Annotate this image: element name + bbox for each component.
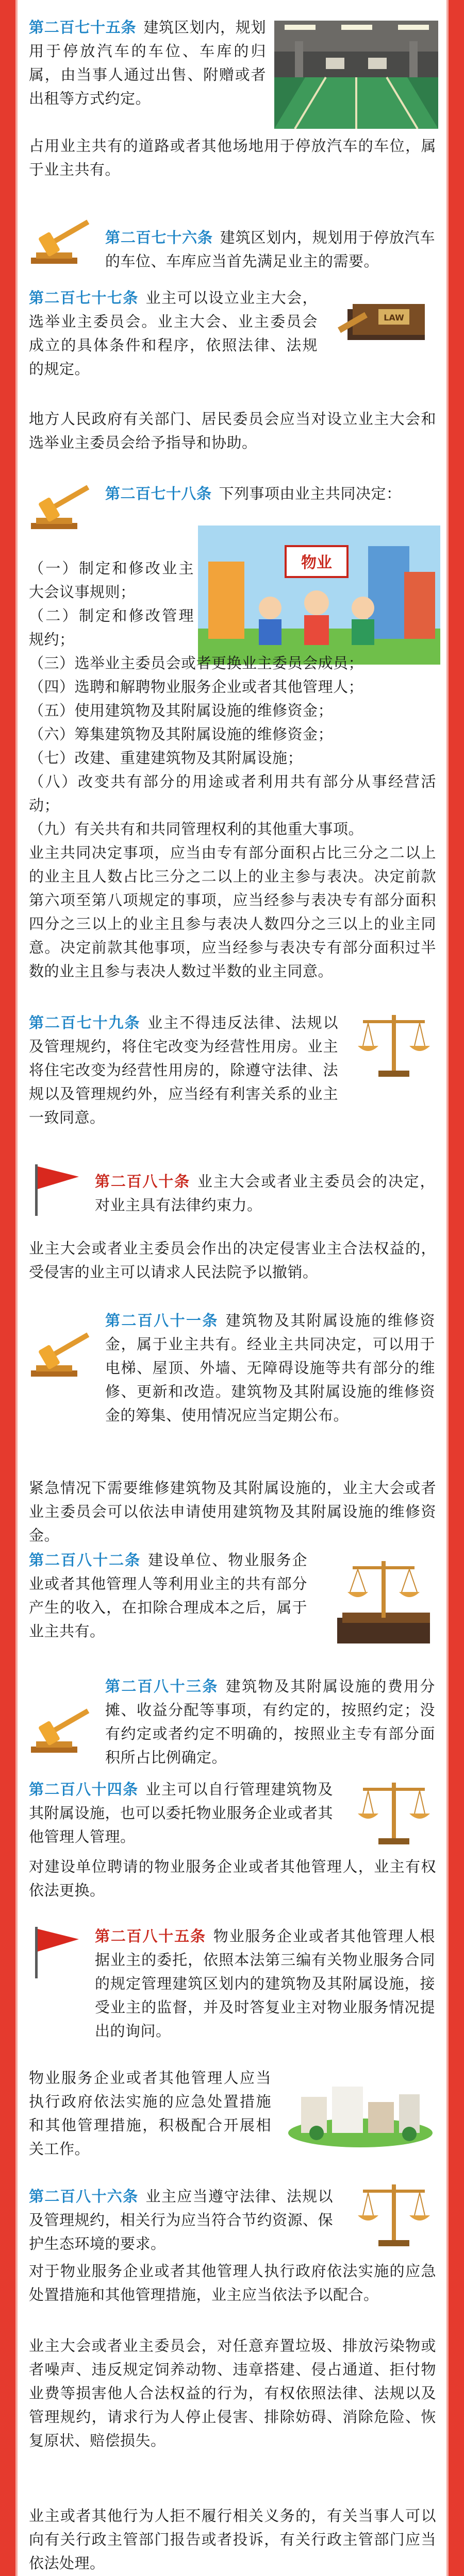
article-281-number: 第二百八十一条 bbox=[105, 1312, 219, 1329]
article-278-item-3: （三）选举业主委员会或者更换业主委员会成员； bbox=[29, 654, 364, 672]
article-284-part-1: 第二百八十四条 业主可以自行管理建筑物及其附属设施，也可以委托物业服务企业或者其他管理人管理。 bbox=[29, 1781, 334, 1845]
article-284-number: 第二百八十四条 bbox=[29, 1781, 139, 1798]
scales-of-justice-icon bbox=[347, 2174, 440, 2253]
article-277-number: 第二百七十七条 bbox=[29, 289, 139, 307]
article-277-part-2: 地方人民政府有关部门、居民委员会应当对设立业主大会和选举业主委员会给予指导和协助。 bbox=[29, 410, 436, 451]
article-278-item-7: （七）改建、重建建筑物及其附属设施； bbox=[29, 749, 303, 767]
article-278-voting: 业主共同决定事项，应当由专有部分面积占比三分之二以上的业主且人数占比三分之二以上的业主参与表决。决定前款第六项至第八项规定的事项，应当经参与表决专有部分面积四分之三以上的业主且参与表决人数四分之三以上的业主同意。决定前款其他事项，应当经参与表决专有部分面积过半数的业主且参与表决人数过半数的业主同意。 bbox=[29, 844, 436, 980]
scales-of-justice-icon bbox=[347, 1772, 440, 1852]
gavel-icon bbox=[26, 216, 103, 270]
article-281-part-2: 紧急情况下需要维修建筑物及其附属设施的，业主大会或者业主委员会可以依法申请使用建筑物及其附属设施的维修资金。 bbox=[29, 1479, 436, 1544]
article-282-number: 第二百八十二条 bbox=[29, 1551, 141, 1569]
article-275-part-1: 第二百七十五条 建筑区划内，规划用于停放汽车的车位、车库的归属，由当事人通过出售、附赠或者出租等方式约定。 bbox=[29, 19, 266, 107]
article-284-part-2: 对建设单位聘请的物业服务企业或者其他管理人，业主有权依法更换。 bbox=[29, 1858, 436, 1899]
article-275-part-2: 占用业主共有的道路或者其他场地用于停放汽车的车位，属于业主共有。 bbox=[29, 137, 436, 178]
article-278-item-2: （二）制定和修改管理规约； bbox=[29, 607, 194, 648]
article-278-number: 第二百七十八条 bbox=[105, 485, 212, 502]
article-286-part-2: 对于物业服务企业或者其他管理人执行政府依法实施的应急处置措施和其他管理措施，业主应当依法予以配合。 bbox=[29, 2262, 436, 2303]
article-278-item-4: （四）选聘和解聘物业服务企业或者其他管理人； bbox=[29, 678, 364, 696]
gavel-icon bbox=[26, 1329, 103, 1383]
article-280-part-1: 第二百八十条 业主大会或者业主委员会的决定，对业主具有法律约束力。 bbox=[95, 1173, 435, 1214]
red-flag-icon bbox=[30, 1927, 87, 1980]
article-277-part-1: 第二百七十七条 业主可以设立业主大会，选举业主委员会。业主大会、业主委员会成立的具体条件和程序，依照法律、法规的规定。 bbox=[29, 289, 318, 378]
article-283: 第二百八十三条 建筑物及其附属设施的费用分摊、收益分配等事项，有约定的，按照约定；没有约定或者约定不明确的，按照业主专有部分面积所占比例确定。 bbox=[105, 1677, 435, 1766]
article-278-item-9: （九）有关共有和共同管理权利的其他重大事项。 bbox=[29, 820, 364, 838]
article-286-number: 第二百八十六条 bbox=[29, 2188, 139, 2205]
red-flag-icon bbox=[30, 1164, 87, 1218]
svg-text:物业: 物业 bbox=[301, 554, 332, 572]
parking-garage-image bbox=[274, 21, 438, 129]
gavel-icon bbox=[26, 1705, 103, 1759]
article-278-item-6: （六）筹集建筑物及其附属设施的维修资金； bbox=[29, 725, 334, 743]
article-276: 第二百七十六条 建筑区划内，规划用于停放汽车的车位、车库应当首先满足业主的需要。 bbox=[105, 229, 435, 270]
article-285-part-1: 第二百八十五条 物业服务企业或者其他管理人根据业主的委托，依照本法第三编有关物业服务合同的规定管理建筑区划内的建筑物及其附属设施，接受业主的监督，并及时答复业主对物业服务情况提出的询问。 bbox=[95, 1927, 435, 2040]
article-280-number: 第二百八十条 bbox=[95, 1173, 190, 1190]
svg-text:LAW: LAW bbox=[384, 313, 404, 323]
article-279-number: 第二百七十九条 bbox=[29, 1014, 141, 1031]
article-278-item-8: （八）改变共有部分的用途或者利用共有部分从事经营活动； bbox=[29, 773, 436, 814]
gavel-icon bbox=[26, 482, 103, 535]
article-278-item-1: （一）制定和修改业主大会议事规则； bbox=[29, 560, 194, 601]
article-278-intro: 第二百七十八条 下列事项由业主共同决定： bbox=[105, 485, 402, 502]
article-286-part-3: 业主大会或者业主委员会，对任意弃置垃圾、排放污染物或者噪声、违反规定饲养动物、违章搭建、侵占通道、拒付物业费等损害他人合法权益的行为，有权依照法律、法规以及管理规约，请求行为人停止侵害、排除妨碍、消除危险、恢复原状、赔偿损失。 bbox=[29, 2337, 436, 2449]
article-282: 第二百八十二条 建设单位、物业服务企业或者其他管理人等利用业主的共有部分产生的收入，在扣除合理成本之后，属于业主共有。 bbox=[29, 1551, 307, 1640]
article-285-number: 第二百八十五条 bbox=[95, 1927, 206, 1945]
law-book-icon bbox=[332, 289, 435, 350]
article-278-item-5: （五）使用建筑物及其附属设施的维修资金； bbox=[29, 702, 334, 719]
city-buildings-image bbox=[286, 2071, 435, 2148]
article-279: 第二百七十九条 业主不得违反法律、法规以及管理规约，将住宅改变为经营性用房。业主将住宅改变为经营性用房的，除遵守法律、法规以及管理规约外，应当经有利害关系的业主一致同意。 bbox=[29, 1014, 338, 1126]
scales-and-book-icon bbox=[327, 1551, 440, 1656]
article-286-part-1: 第二百八十六条 业主应当遵守法律、法规以及管理规约，相关行为应当符合节约资源、保护生态环境的要求。 bbox=[29, 2188, 334, 2252]
article-285-part-2: 物业服务企业或者其他管理人应当执行政府依法实施的应急处置措施和其他管理措施，积极配合开展相关工作。 bbox=[29, 2069, 271, 2158]
article-276-number: 第二百七十六条 bbox=[105, 229, 213, 246]
meeting-cartoon-image bbox=[198, 526, 440, 665]
article-281-part-1: 第二百八十一条 建筑物及其附属设施的维修资金，属于业主共有。经业主共同决定，可以用于电梯、屋顶、外墙、无障碍设施等共有部分的维修、更新和改造。建筑物及其附属设施的维修资金的筹集、使用情况应当定期公布。 bbox=[105, 1312, 435, 1424]
scales-of-justice-icon bbox=[347, 1005, 440, 1084]
article-275-number: 第二百七十五条 bbox=[29, 19, 137, 36]
article-286-part-4: 业主或者其他行为人拒不履行相关义务的，有关当事人可以向有关行政主管部门报告或者投诉，有关行政主管部门应当依法处理。 bbox=[29, 2507, 436, 2572]
document-page bbox=[18, 0, 446, 2576]
article-283-number: 第二百八十三条 bbox=[105, 1677, 219, 1695]
article-280-part-2: 业主大会或者业主委员会作出的决定侵害业主合法权益的，受侵害的业主可以请求人民法院予以撤销。 bbox=[29, 1240, 436, 1281]
